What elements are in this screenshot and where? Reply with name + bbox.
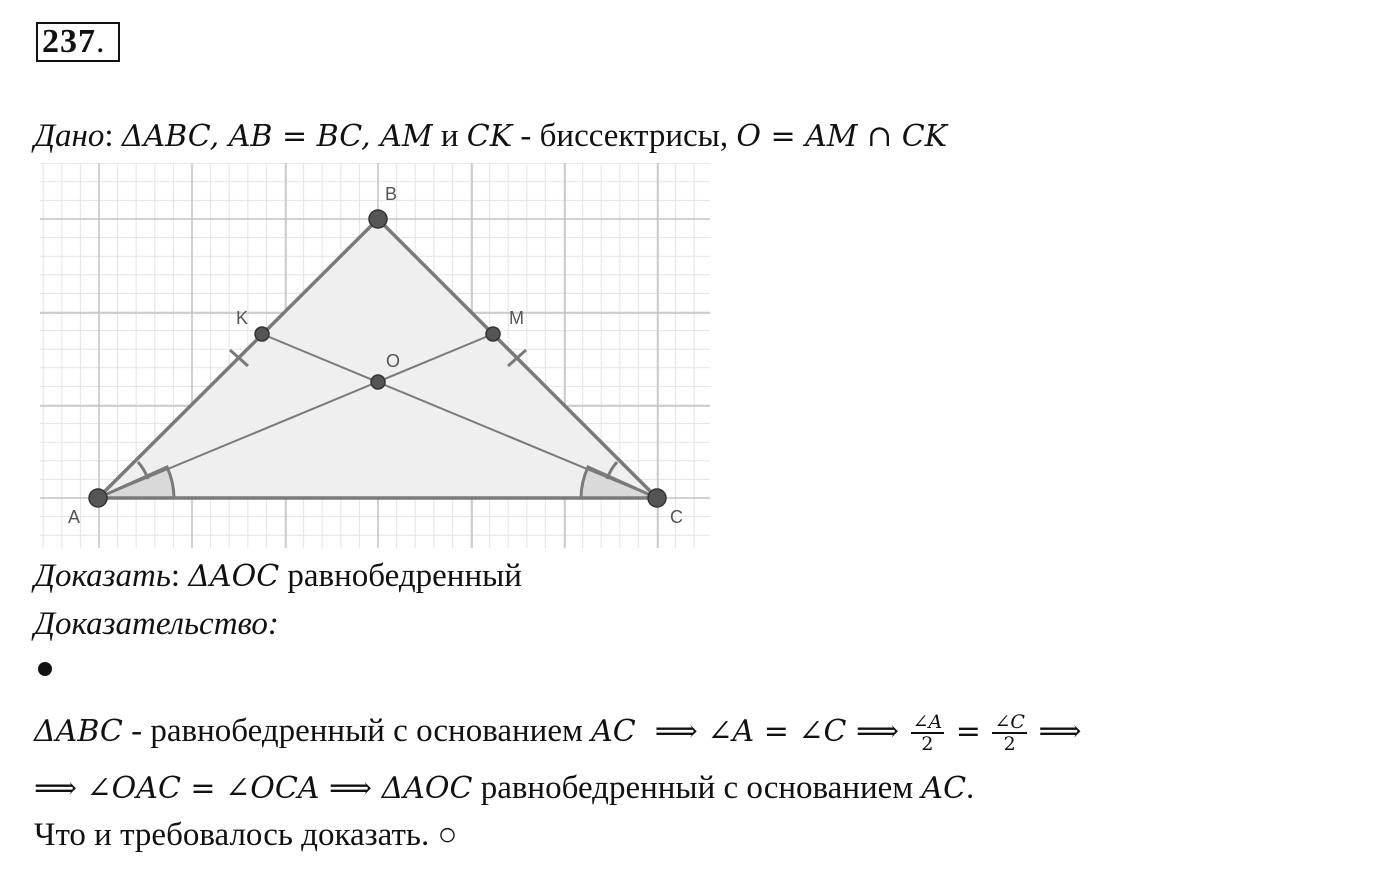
fraction-a-denominator: 2 (921, 733, 934, 756)
proof2-angles: ∠OAC = ∠OCA (86, 771, 320, 806)
proof2-triangle: ΔAOC (381, 771, 473, 806)
proof1-angles: ∠A = ∠C (707, 714, 847, 749)
given-text: - биссектрисы, (512, 118, 737, 154)
fraction-c-numerator: ∠C (994, 711, 1025, 734)
given-line (34, 116, 947, 157)
given-bisector-ck: CK (466, 119, 513, 154)
proof2-end: . (966, 770, 975, 806)
fraction-a-numerator: ∠A (912, 711, 943, 734)
triangle-diagram (40, 163, 710, 548)
problem-number-dot: . (96, 23, 106, 60)
given-sep-2: , (361, 119, 381, 154)
conclusion: Что и требовалось доказать. ○ (34, 817, 458, 853)
point-o (371, 375, 385, 389)
point-c (648, 489, 666, 507)
prove-triangle: ΔAOC (188, 559, 280, 594)
label-k: K (236, 308, 249, 328)
given-conjunction: и (432, 118, 467, 154)
point-m (486, 327, 500, 341)
proof1-eq: = (946, 714, 991, 749)
proof1-implies-3: ⟹ (1028, 714, 1082, 749)
proof-label: Доказательство: (34, 606, 279, 642)
proof-line-2 (34, 768, 974, 809)
label-c: C (670, 507, 683, 527)
label-m: M (509, 308, 524, 328)
label-b: B (385, 184, 398, 204)
prove-text: равнобедренный (279, 558, 522, 594)
proof2-text: равнобедренный с основанием (472, 770, 922, 806)
problem-number (42, 22, 106, 62)
given-triangle: ΔABC (121, 119, 210, 154)
proof1-implies-1: ⟹ (635, 714, 708, 749)
given-equality: AB = BC (228, 119, 362, 154)
given-colon: : (104, 118, 122, 154)
triangle-fill (98, 219, 657, 498)
point-k (255, 327, 269, 341)
point-b (369, 210, 387, 228)
proof-line-1 (34, 708, 1081, 758)
proof1-implies-2: ⟹ (846, 714, 909, 749)
bullet (38, 662, 52, 676)
given-sep-1: , (209, 119, 229, 154)
given-bisector-am: AM (380, 119, 433, 154)
fraction-a-half (911, 712, 945, 754)
proof2-implies-2: ⟹ (319, 771, 382, 806)
proof1-base: AC (591, 714, 636, 749)
fraction-c-denominator: 2 (1003, 733, 1016, 756)
proof2-base: AC (921, 771, 967, 806)
proof1-triangle: ΔABC (34, 714, 123, 749)
problem-number-digits: 237 (42, 23, 96, 60)
given-intersection: O = AM ∩ CK (736, 119, 948, 154)
point-a (89, 489, 107, 507)
proof2-implies-1: ⟹ (34, 771, 87, 806)
fraction-c-half (992, 712, 1026, 754)
label-a: A (68, 507, 81, 527)
label-o: O (386, 351, 401, 371)
prove-colon: : (170, 558, 189, 594)
given-label: Дано (34, 118, 105, 154)
prove-label: Доказать (34, 558, 171, 594)
prove-line (34, 556, 522, 597)
proof1-text: - равнобедренный с основанием (122, 713, 592, 749)
